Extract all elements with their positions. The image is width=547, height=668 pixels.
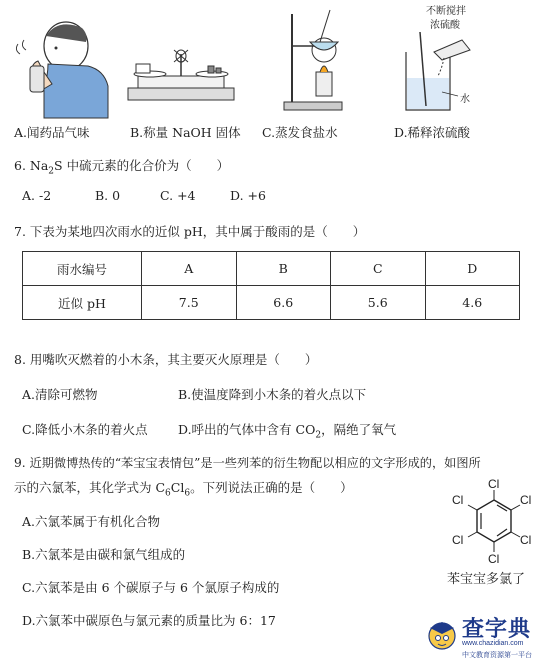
table-cell: 近似 pH — [23, 286, 142, 320]
q9-stem-line2: 示的六氯苯，其化学式为 $C_6Cl_6$。下列说法正确的是（ ） — [14, 480, 353, 499]
q8-stem: 8. 用嘴吹灭燃着的小木条，其主要灭火原理是（ ） — [14, 352, 318, 367]
note-stir: 不断搅拌 — [426, 6, 466, 17]
q9-option-a: A.六氯苯属于有机化合物 — [22, 514, 161, 529]
cl-label: Cl — [488, 478, 500, 491]
q5-label-d: D.稀释浓硫酸 — [394, 125, 471, 140]
q9-option-b: B.六氯苯是由碳和氯气组成的 — [22, 547, 186, 562]
table-cell: 雨水编号 — [23, 252, 142, 286]
q5-label-c: C.蒸发食盐水 — [262, 125, 338, 140]
table-cell: 4.6 — [425, 286, 520, 320]
cl-label: Cl — [520, 533, 532, 547]
figure-evaporation — [280, 6, 350, 116]
table-cell: B — [236, 252, 331, 286]
q6-stem: 6. $Na_2S$ 中硫元素的化合价为（ ） — [14, 158, 230, 177]
table-cell: D — [425, 252, 520, 286]
q8-option-c: C.降低小木条的着火点 — [22, 422, 148, 437]
table-cell: A — [142, 252, 237, 286]
table-cell: 6.6 — [236, 286, 331, 320]
rain-ph-table — [22, 251, 520, 320]
q5-label-b: B.称量 NaOH 固体 — [130, 125, 241, 140]
q8-option-d: D.呼出的气体中含有 $CO_2$，隔绝了氧气 — [178, 422, 397, 441]
cl-label: Cl — [452, 493, 464, 507]
figure-balance — [124, 46, 238, 108]
q9-option-d: D.六氯苯中碳原色与氯元素的质量比为 6：17 — [22, 613, 276, 628]
logo-url: www.chazidian.com — [462, 640, 524, 647]
table-cell: 5.6 — [331, 286, 426, 320]
table-row — [23, 286, 520, 320]
q5-label-a: A.闻药品气味 — [14, 125, 90, 140]
logo-tagline: 中文教育资源第一平台 — [462, 652, 532, 659]
note-water: 水 — [460, 94, 470, 105]
cl-label: Cl — [452, 533, 464, 547]
note-conc-acid: 浓硫酸 — [430, 20, 460, 31]
q6-option-c: C. +4 — [160, 188, 196, 203]
table-cell: C — [331, 252, 426, 286]
logo-brand: 查字典 — [462, 616, 532, 641]
q6-option-d: D. +6 — [230, 188, 266, 203]
q7-stem: 7. 下表为某地四次雨水的近似 pH，其中属于酸雨的是（ ） — [14, 224, 366, 239]
hexachlorobenzene-structure — [444, 478, 544, 568]
cl-label: Cl — [520, 493, 532, 507]
q6-option-a: A. -2 — [22, 188, 52, 203]
meme-caption: 苯宝宝多氯了 — [447, 571, 526, 586]
q8-option-a: A.清除可燃物 — [22, 387, 98, 402]
q9-option-c: C.六氯苯是由 6 个碳原子与 6 个氯原子构成的 — [22, 580, 280, 595]
table-cell: 7.5 — [142, 286, 237, 320]
q8-option-b: B.使温度降到小木条的着火点以下 — [178, 387, 367, 402]
q6-option-b: B. 0 — [95, 188, 121, 203]
cl-label: Cl — [488, 552, 500, 566]
q9-stem-line1: 9. 近期微博热传的“苯宝宝表情包”是一些列苯的衍生物配以相应的文字形成的，如图所 — [14, 456, 481, 470]
figure-smell-chemical — [8, 6, 118, 121]
table-header-row — [23, 252, 520, 286]
